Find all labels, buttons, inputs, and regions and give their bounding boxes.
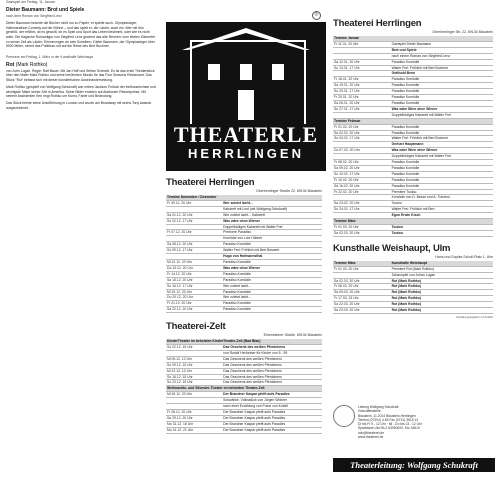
schedule-event: Brot und Spiele bbox=[391, 47, 493, 53]
schedule-date: Fr 17.03. 15 Uhr bbox=[333, 296, 391, 302]
schedule-event: Paradiso Komödie bbox=[391, 59, 493, 65]
zelt-address: Ehrensteiner Straße, 89134 Blaustein bbox=[263, 333, 322, 338]
schedule-date: Termine Januar bbox=[333, 36, 493, 41]
schedule-date: Fr 08.02. 20 Uhr bbox=[333, 160, 391, 166]
schedule-date: Sa 02.02. 20 Uhr bbox=[333, 130, 391, 136]
schedule-event: Premiere Toutou bbox=[391, 189, 493, 195]
schedule-date: So 13.01. 17 Uhr bbox=[333, 65, 391, 71]
schedule-date: Sa 02.03. 20 Uhr bbox=[333, 278, 391, 284]
schedule-event: Doppelbödiges Kabarett mit Walter Frei bbox=[222, 224, 322, 230]
kunsthalle-section bbox=[333, 243, 493, 319]
schedule-event: Doppelbödiges Kabarett mit Walter Frei bbox=[391, 154, 493, 160]
footer-signature-logo: Theaterleitung: Wolfgang Schukraft bbox=[333, 458, 495, 472]
kunsthalle-address: Hans und Sophie-Scholl-Platz 1, Ulm bbox=[435, 254, 493, 259]
schedule-event: Paradiso Komödie bbox=[391, 89, 493, 95]
zelt-section bbox=[166, 321, 322, 434]
schedule-date: So 10.02. 17 Uhr bbox=[333, 171, 391, 177]
schedule-date: Do 20.12. 20 Uhr bbox=[166, 295, 222, 301]
schedule-event: Der Brandner Kaspar pfeift aufs Paradies bbox=[222, 427, 322, 433]
right-schedule bbox=[333, 36, 493, 237]
schedule-event: Das Geschenk des weißen Pferdchens bbox=[222, 345, 322, 351]
schedule-date: Sa 23.02. 20 Uhr bbox=[333, 201, 391, 207]
schedule-date: Sa 23.03. 20 Uhr bbox=[333, 308, 391, 314]
heading-rot-sub: (Mark Rothko) bbox=[15, 61, 48, 68]
schedule-date: Sa 15.12. 20 Uhr bbox=[166, 277, 222, 283]
schedule-row bbox=[333, 308, 493, 314]
schedule-event: Rot (Mark Rothko) bbox=[391, 284, 493, 290]
schedule-event: Was wäre Wien ohne Wiener bbox=[391, 106, 493, 112]
schedule-event: Paradiso Komödie bbox=[222, 301, 322, 307]
schedule-date: Mi 26.12. 20 Uhr bbox=[166, 392, 222, 398]
schedule-date: So 02.12. 15 Uhr bbox=[166, 345, 222, 351]
schedule-date: Fr 30.11. 20 Uhr bbox=[166, 200, 222, 206]
schedule-date: Sa 09.03. 20 Uhr bbox=[333, 290, 391, 296]
right-herrlingen-address: Oberherrlinger Str. 22, 89134 Blaustein bbox=[432, 30, 493, 34]
kunsthalle-schedule bbox=[333, 261, 493, 314]
imprint-line: Sparkasse Ulm BLZ 63050000, Kto 34810 bbox=[358, 426, 420, 431]
schedule-event: Komödie von Lutz Hübner bbox=[222, 236, 322, 242]
schedule-event: Was wäre ohne Wiener bbox=[222, 265, 322, 271]
imprint-line: Leitung Wolfgang Schukraft bbox=[358, 405, 399, 409]
schedule-event: Das Geschenk des weißen Pferdchens bbox=[222, 374, 322, 380]
schedule-event: Paradiso Komödie bbox=[222, 289, 322, 295]
article-column bbox=[6, 0, 156, 479]
herrlingen-section bbox=[166, 177, 322, 313]
heading-brot-und-spiele: Dieter Baumann: Brot und Spiele bbox=[6, 7, 85, 14]
logo-window bbox=[240, 64, 252, 80]
paragraph-rothko: Mark Rothko (gespielt von Wolfgang Schukraft) war neben Jackson Pollock der einflussreichste und wichtigste Maler seiner Zeit in Amerika. Seine Bilder erzielen auf Auktionen Rekordpreise. Mit seinem Assistenten Ken ringt Rothko um Kunst, Farbe und Bedeutung. bbox=[6, 85, 156, 99]
schedule-row bbox=[333, 230, 493, 236]
zelt-schedule bbox=[166, 339, 322, 434]
schedule-date: Do 13.12. 20 Uhr bbox=[166, 265, 222, 271]
paragraph-broadway: Das Stück feierte seine Uraufführung in London und wurde am Broadway mit sechs Tony Awards ausgezeichnet. bbox=[6, 101, 152, 110]
schedule-event: Paradiso Komödie bbox=[391, 130, 493, 136]
schedule-event: Premiere Rot (Mark Rothko) bbox=[391, 266, 493, 272]
imprint-line: Blaustein, 11.2014 Blaustein-Herrlingen bbox=[358, 413, 416, 418]
schedule-event: von Rudolf Herfurtner für Kinder von 5 - 99 bbox=[222, 350, 322, 356]
schedule-date: Sa 09.02. 20 Uhr bbox=[333, 165, 391, 171]
schedule-event: Walter Frei: Fröhlich mit Bert bbox=[391, 207, 493, 213]
schedule-event: Toutou bbox=[391, 230, 493, 236]
imprint bbox=[358, 405, 498, 439]
schedule-date: So 16.12. 15 Uhr bbox=[166, 374, 222, 380]
seal-icon bbox=[333, 405, 355, 427]
schedule-date: Sa 16.02. 20 Uhr bbox=[333, 183, 391, 189]
schedule-date: Fr 01.02. 20 Uhr bbox=[333, 124, 391, 130]
schedule-date: Fr 22.02. 20 Uhr bbox=[333, 189, 391, 195]
schedule-row bbox=[166, 427, 322, 433]
schedule-event: Premiere Paradiso bbox=[222, 230, 322, 236]
schedule-event: Paradiso Komödie bbox=[222, 242, 322, 248]
schedule-event: Hugo von Hofmannsthal bbox=[222, 254, 322, 260]
schedule-event: Der Brandner Kaspar pfeift aufs Paradies bbox=[222, 415, 322, 421]
schedule-event: Der Brandner Kaspar pfeift aufs Paradies bbox=[222, 421, 322, 427]
schedule-date: So 27.01. 17 Uhr bbox=[333, 106, 391, 112]
schedule-date: Mi 12.12. 20 Uhr bbox=[166, 259, 222, 265]
schedule-date: So 23.12. 15 Uhr bbox=[166, 380, 222, 386]
schedule-date: Mo 31.12. 18 Uhr bbox=[166, 421, 222, 427]
schedule-date: Sa 22.12. 20 Uhr bbox=[166, 307, 222, 313]
schedule-event: Paradiso Komödie bbox=[391, 77, 493, 83]
logo-text-herrlingen: HERRLINGEN bbox=[188, 146, 304, 161]
imprint-email-link[interactable]: info@theaterei.de bbox=[358, 430, 385, 435]
schedule-event: Paradiso Komödie bbox=[391, 83, 493, 89]
logo-window bbox=[272, 64, 284, 80]
schedule-date: Mo 31.12. 21 Uhr bbox=[166, 427, 222, 433]
right-herrlingen-title: Theaterei Herrlingen bbox=[333, 18, 422, 29]
schedule-date: KinderTheater im beheizten KinderTheater-Zelt (Bad Blau) bbox=[166, 339, 322, 344]
theaterei-logo bbox=[166, 22, 326, 171]
schedule-event: Walter Frei: Fröhlich mit Bert Buchner bbox=[391, 65, 493, 71]
schedule-date: So 03.02. 17 Uhr bbox=[333, 136, 391, 142]
schedule-event: Was wäre ohne Wiener bbox=[222, 218, 322, 224]
schedule-event: Paradiso Komödie bbox=[222, 277, 322, 283]
schedule-date: Fr 14.12. 20 Uhr bbox=[166, 271, 222, 277]
schedule-date: Sa 26.01. 20 Uhr bbox=[333, 100, 391, 106]
schedule-event: Rot (Mark Rothko) bbox=[391, 302, 493, 308]
subheading-lenz: nach dem Roman von Siegfried Lenz bbox=[6, 14, 62, 19]
heading-rot-main: Rot bbox=[6, 61, 15, 68]
schedule-date: Termine November / Dezember bbox=[166, 195, 322, 200]
schedule-date: Fr 18.01. 20 Uhr bbox=[333, 77, 391, 83]
schedule-event: Kunsthalle Weishaupt bbox=[391, 261, 493, 266]
schedule-event: nach einem Roman von Siegfried Lenz bbox=[391, 53, 493, 59]
schedule-date: Fr 01.03. 20 Uhr bbox=[333, 266, 391, 272]
schedule-date: Termine März bbox=[333, 261, 391, 266]
schedule-date: Do 07.02. 20 Uhr bbox=[333, 148, 391, 154]
right-column bbox=[333, 18, 493, 319]
paragraph-baumann: Dieter Baumann brachte die Bücher nicht nur zu Papier, er spielte auch. Olympiasieger, Halbmarathon-Comedy auf der Bühne – und das spielt er, der Läufer, auch ein. Wer mit ihm genießt, der erfährt, ob es gewollt, ob es Spiel und Sport das Leben bestimmt, oder wie es nicht wahr. Die tragische Romanfigur von Siegfried Lenz gewinnt das alte Rennen: vom letzten Kilometer zu seiner Zeit als Läufer, Erinnerungen an sein Scheitern. Dieter Baumann, der Olympiasieger über 5000 Meter, nimmt das Publikum mit auf die Reise des Bert Buchner. bbox=[6, 21, 156, 49]
schedule-event: Wer zuletzt lacht... bbox=[222, 200, 322, 206]
schedule-event: Das Geschenk des weißen Pferdchens bbox=[222, 356, 322, 362]
zelt-title: Theaterei-Zelt bbox=[166, 321, 226, 333]
imprint-line: Telefon (07304) 4-65 Fax (0731) 3618 13 bbox=[358, 417, 419, 422]
schedule-event: Paradiso Komödie bbox=[391, 100, 493, 106]
guest-lead: Gastspiel am Freitag, 11. Januar bbox=[6, 0, 55, 4]
logo-window bbox=[208, 64, 220, 80]
imprint-website-link[interactable]: www.theaterei.de bbox=[358, 435, 384, 440]
schedule-event: Toutou bbox=[391, 225, 493, 231]
premiere-line: Premiere am Freitag, 1. März in der Kunsthalle Weishaupt bbox=[6, 54, 94, 59]
schedule-event: Rot (Mark Rothko) bbox=[391, 290, 493, 296]
schedule-event: Doppelbödiges Kabarett mit Walter Frei bbox=[391, 112, 493, 118]
schedule-event: Das Geschenk des weißen Pferdchens bbox=[222, 380, 322, 386]
schedule-event: Gotthold Benn bbox=[391, 71, 493, 77]
schedule-event: Gastspiel Dieter Baumann bbox=[391, 41, 493, 47]
schedule-event: Walter Frei: Fröhlich mit Bert Buchner bbox=[391, 136, 493, 142]
schedule-date: Fr 11.01. 20 Uhr bbox=[333, 41, 391, 47]
schedule-event: Paradiso Komödie bbox=[391, 177, 493, 183]
schedule-date: So 16.12. 17 Uhr bbox=[166, 283, 222, 289]
schedule-date: Mi 05.12. 10 Uhr bbox=[166, 356, 222, 362]
schedule-event: Egon Erwin Kisch bbox=[391, 213, 493, 219]
schedule-date: Fr 25.01. 20 Uhr bbox=[333, 95, 391, 101]
schedule-date: Mi 12.12. 10 Uhr bbox=[166, 368, 222, 374]
schedule-date: Fr 07.12. 20 Uhr bbox=[166, 230, 222, 236]
schedule-event: Komödie von D. Besse und A. Tuloreul bbox=[391, 195, 493, 201]
schedule-event: Schauspiel von Johan Logan bbox=[391, 272, 493, 278]
schedule-event: Wer zuletzt lacht... Kabarett bbox=[222, 212, 322, 218]
schedule-row bbox=[166, 307, 322, 313]
schedule-date: So 20.01. 17 Uhr bbox=[333, 89, 391, 95]
heading-rot bbox=[6, 62, 156, 69]
schedule-date: Sa 02.03. 20 Uhr bbox=[333, 230, 391, 236]
schedule-date: Fr 21.12. 20 Uhr bbox=[166, 301, 222, 307]
herrlingen-address: Oberherrlinger Straße 22, 89134 Blaustein bbox=[256, 189, 322, 193]
schedule-date: Termine März bbox=[333, 219, 493, 225]
schedule-event: Gerhart Hauptmann bbox=[391, 142, 493, 148]
schedule-date: Sa 22.03. 20 Uhr bbox=[333, 302, 391, 308]
schedule-event: Schwänke, Volksstück von Jürgen Widmer bbox=[222, 398, 322, 404]
schedule-event: Paradiso Komödie bbox=[391, 171, 493, 177]
schedule-event: Rot (Mark Rothko) bbox=[391, 278, 493, 284]
schedule-event: Paradiso Komödie bbox=[222, 271, 322, 277]
schedule-date: Sa 01.12. 20 Uhr bbox=[166, 212, 222, 218]
schedule-event: Der Brandner Kaspar pfeift aufs Paradies bbox=[222, 410, 322, 416]
schedule-date: Fr 01.03. 20 Uhr bbox=[333, 225, 391, 231]
schedule-event: Rot (Mark Rothko) bbox=[391, 308, 493, 314]
paragraph-rot: von John Logan. Regie: Ralf Bauer. Mit Jan Hoff und Stefan Schmidt. Es ist das erste Theaterstück über den Maler Mark Rothko und seine berühmten Murals für das Four Seasons Restaurant. Das Stück "Rot" befasst sich mit dieser künstlerischen Auseinandersetzung. bbox=[6, 68, 155, 83]
schedule-event: Rot (Mark Rothko) bbox=[391, 296, 493, 302]
schedule-event: Paradiso Komödie bbox=[222, 259, 322, 265]
schedule-date: Mi 19.12. 20 Uhr bbox=[166, 289, 222, 295]
schedule-event: Paradiso Komödie bbox=[391, 124, 493, 130]
schedule-event: Was wäre Wien ohne Wiener bbox=[391, 148, 493, 154]
schedule-date: So 24.02. 17 Uhr bbox=[333, 207, 391, 213]
herrlingen-schedule bbox=[166, 195, 322, 313]
schedule-event: Toutou bbox=[391, 201, 493, 207]
schedule-event: Paradiso Komödie bbox=[391, 95, 493, 101]
schedule-event: Paradiso Komödie bbox=[391, 183, 493, 189]
imprint-line: Di bis Fr 9 - 12 Uhr · Mi - Do bis 13 - 12 Uhr bbox=[358, 422, 422, 427]
schedule-date: Termine Februar bbox=[333, 118, 493, 124]
schedule-event: Walter Frei: Fröhlich mit Bert Boswert bbox=[222, 248, 322, 254]
herrlingen-title: Theaterei Herrlingen bbox=[166, 177, 255, 188]
schedule-event: Der Brandner Kaspar pfeift aufs Paradies bbox=[222, 392, 322, 398]
kunsthalle-title: Kunsthalle Weishaupt, Ulm bbox=[333, 242, 451, 254]
schedule-event: Paradiso Komödie bbox=[222, 307, 322, 313]
schedule-event: nach einer Erzählung von Franz von Kobell bbox=[222, 404, 322, 410]
schedule-event: Kabarett mit Lind (mit Wolfgang Schukraft) bbox=[222, 206, 322, 212]
schedule-event: Wer zuletzt lacht... bbox=[222, 295, 322, 301]
schedule-event: Paradiso Komödie bbox=[391, 160, 493, 166]
logo-door bbox=[238, 90, 254, 120]
schedule-event: Wer zuletzt lacht... bbox=[222, 283, 322, 289]
schedule-date: So 02.12. 17 Uhr bbox=[166, 218, 222, 224]
logo-text-theaterle: THEATERLE bbox=[173, 122, 319, 147]
imprint-line: Geschäftsstelle: bbox=[358, 409, 382, 414]
schedule-date: So 09.12. 17 Uhr bbox=[166, 248, 222, 254]
schedule-event: Paradiso Komödie bbox=[391, 165, 493, 171]
schedule-date: Sa 08.12. 20 Uhr bbox=[166, 242, 222, 248]
schedule-date: Fr 28.12. 20 Uhr bbox=[166, 410, 222, 416]
schedule-event: Das Geschenk des weißen Pferdchens bbox=[222, 368, 322, 374]
schedule-date: Sa 19.01. 20 Uhr bbox=[333, 83, 391, 89]
schedule-date: Sa 12.01. 20 Uhr bbox=[333, 59, 391, 65]
middle-column bbox=[166, 22, 322, 434]
schedule-date: Weihnachts- und Silvester-Theater im beheizten Theater-Zelt bbox=[166, 386, 322, 392]
credit-note: Gestaltungsangaben mit Anfahrt bbox=[455, 315, 493, 319]
schedule-date: So 09.12. 15 Uhr bbox=[166, 362, 222, 368]
schedule-event: Das Geschenk des weißen Pferdchens bbox=[222, 362, 322, 368]
schedule-date: Sa 29.12. 20 Uhr bbox=[166, 415, 222, 421]
schedule-date: Fr 08.03. 20 Uhr bbox=[333, 284, 391, 290]
schedule-date: Fr 15.02. 20 Uhr bbox=[333, 177, 391, 183]
registered-mark-icon: ® bbox=[312, 11, 321, 20]
